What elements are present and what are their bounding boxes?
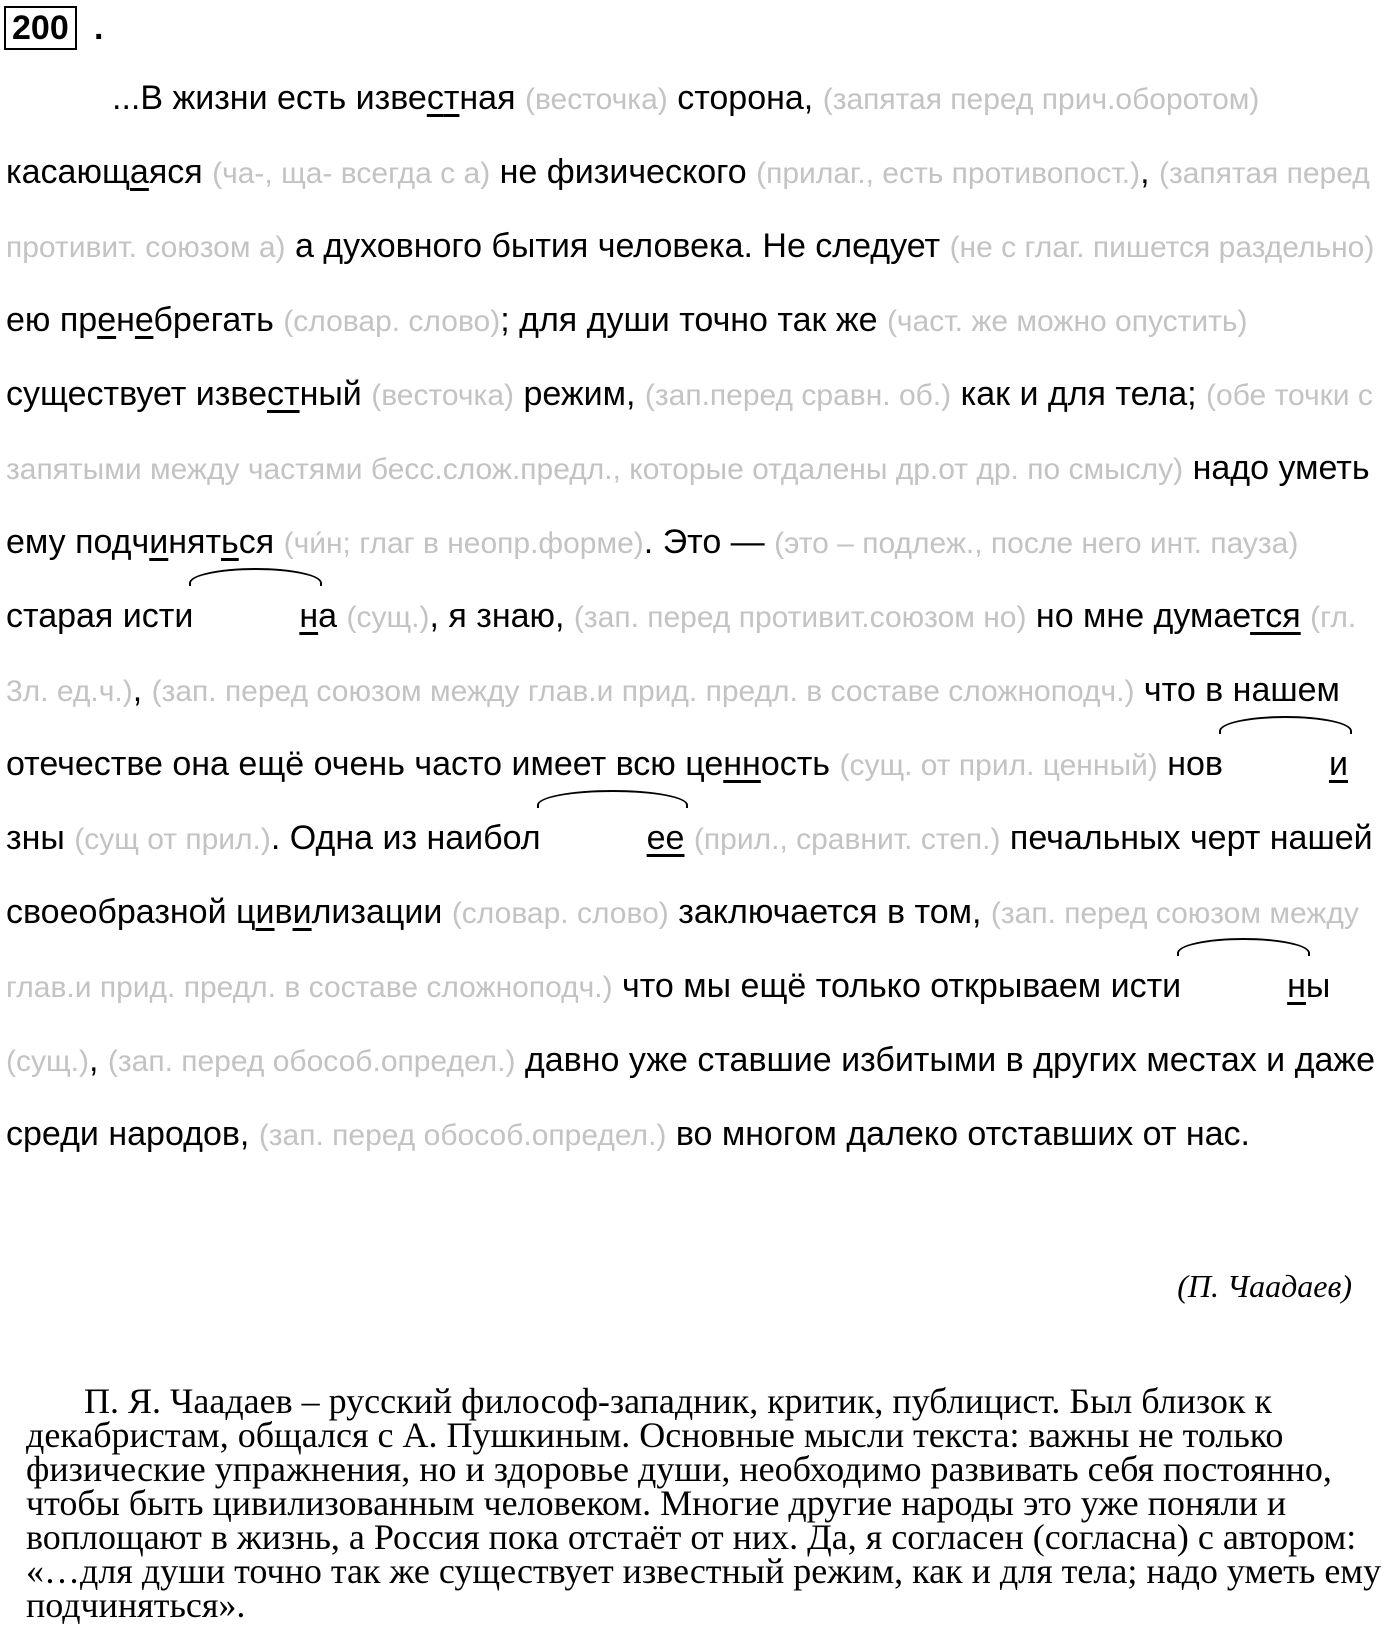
text-run xyxy=(1301,597,1310,635)
grammar-comment: (словар. слово) xyxy=(283,305,501,338)
text-run: нят xyxy=(168,523,222,561)
grammar-comment: (прил., сравнит. степ.) xyxy=(693,823,1001,856)
answer-paragraph: П. Я. Чаадаев – русский философ-западник, критик, публицист. Был близок к декабристам, общался с А. Пушкиным. Основные мысли текста: важны не только физические упражнения, но и здоровье души, необходимо развивать себя постоянно, чтобы быть цивилизованным человеком. Многие другие народы это уже поняли и воплощают в жизнь, а Россия пока отстаёт от них. Да, я согласен (согласна) с автором: «…для души точно так же существует известный режим, как и для тела; надо уметь ему подчиняться». xyxy=(26,1381,1382,1625)
text-run: лизации xyxy=(311,893,452,931)
text-run xyxy=(684,819,693,857)
text-run: во многом далеко отставших от нас. xyxy=(666,1115,1250,1153)
grammar-comment: (не с глаг. пишется раздельно) xyxy=(949,231,1375,264)
text-run: брегать xyxy=(153,301,284,339)
grammar-comment: (словар. слово) xyxy=(451,897,669,930)
grammar-comment: (весточка) xyxy=(524,83,668,116)
text-run: что мы ещё только открываем исти xyxy=(612,967,1182,1005)
grammar-comment: (обе точки с запятыми между частями бесс.слож.предл., которые отдалены др.от др. по смыслу) xyxy=(6,379,1373,486)
exercise-text xyxy=(6,62,1398,1172)
underlined-letter: е xyxy=(134,301,154,339)
underlined-letter: и xyxy=(255,893,275,931)
grammar-comment: (запятая перед прич.оборотом) xyxy=(822,83,1260,116)
underlined-letter: нн xyxy=(723,745,761,783)
text-run: н xyxy=(116,301,135,339)
text-run: , xyxy=(89,1041,108,1079)
underlined-letter: а xyxy=(129,153,149,191)
text-run: а xyxy=(318,597,347,635)
text-run: существует изве xyxy=(6,375,267,413)
text-run: . Это — xyxy=(643,523,775,561)
underlined-letter: и xyxy=(1223,728,1348,800)
underlined-letter: и xyxy=(149,523,169,561)
text-run: яся xyxy=(148,153,213,191)
exercise-paragraph xyxy=(6,62,1398,1172)
text-run: ; для души точно так же xyxy=(500,301,887,339)
text-run: , я знаю, xyxy=(429,597,574,635)
text-run: ная xyxy=(459,79,525,117)
text-run: . Одна из наибол xyxy=(270,819,541,857)
text-run: , xyxy=(132,671,152,709)
grammar-comment: (чи́н; глаг в неопр.форме) xyxy=(283,527,644,560)
text-run: заключается в том, xyxy=(668,893,991,931)
text-run: как и для тела; xyxy=(951,375,1207,413)
text-run: не физического xyxy=(490,153,757,191)
exercise-number-dot: . xyxy=(94,9,104,47)
text-run: что в нашем отечестве она ещё очень часто имеет всю це xyxy=(6,671,1340,783)
grammar-comment: (сущ. от прил. ценный) xyxy=(839,749,1158,782)
exercise-number xyxy=(4,6,77,50)
text-run: давно уже ставшие избитыми в других местах и даже среди народов, xyxy=(6,1041,1376,1153)
grammar-comment: (это – подлеж., после него инт. пауза) xyxy=(774,527,1299,560)
grammar-comment: (част. же можно опустить) xyxy=(886,305,1248,338)
text-run: зны xyxy=(6,819,75,857)
grammar-comment: (зап. перед обособ.определ.) xyxy=(107,1045,516,1078)
grammar-comment: (зап. перед союзом между глав.и прид. предл. в составе сложноподч.) xyxy=(151,675,1135,708)
underlined-letter: тся xyxy=(1250,597,1301,635)
grammar-comment: (зап. перед обособ.определ.) xyxy=(258,1119,667,1152)
text-run: ся xyxy=(238,523,284,561)
text-run: печальных черт нашей своеобразной ц xyxy=(6,819,1373,931)
text-run: ею пр xyxy=(6,301,98,339)
grammar-comment: (сущ от прил.) xyxy=(74,823,271,856)
answer-section xyxy=(26,1381,1386,1625)
underlined-letter: ее xyxy=(541,802,685,874)
text-run: нов xyxy=(1157,745,1223,783)
grammar-comment: (зап.перед сравн. об.) xyxy=(644,379,952,412)
text-run: а духовного бытия человека. Не следует xyxy=(285,227,950,265)
text-run: касающ xyxy=(6,153,130,191)
text-run: старая исти xyxy=(6,597,194,635)
underlined-letter: т xyxy=(283,375,300,413)
grammar-comment: (сущ.) xyxy=(6,1045,89,1078)
grammar-comment: (зап. перед противит.союзом но) xyxy=(573,601,1027,634)
grammar-comment: (запятая перед противит. союзом а) xyxy=(6,157,1370,264)
text-run: надо уметь ему подч xyxy=(6,449,1370,561)
text-run: сторона, xyxy=(667,79,823,117)
text-run: ...В жизни есть изве xyxy=(112,79,427,117)
underlined-letter: е xyxy=(97,301,117,339)
text-run: ость xyxy=(760,745,840,783)
text-run: но мне думае xyxy=(1026,597,1251,635)
text-run: в xyxy=(274,893,293,931)
exercise-number-text: 200 xyxy=(12,9,69,47)
underlined-letter: н xyxy=(193,580,318,652)
grammar-comment: (ча-, ща- всегда с а) xyxy=(212,157,491,190)
underlined-letter: ь xyxy=(221,523,239,561)
text-run: режим, xyxy=(514,375,645,413)
underlined-letter: н xyxy=(1181,950,1306,1022)
author-attribution: (П. Чаадаев) xyxy=(1177,1268,1352,1304)
grammar-comment: (зап. перед союзом между глав.и прид. предл. в составе сложноподч.) xyxy=(6,897,1359,1004)
grammar-comment: (прилаг., есть противопост.) xyxy=(756,157,1141,190)
underlined-letter: с xyxy=(426,79,444,117)
grammar-comment: (гл. 3л. ед.ч.) xyxy=(6,601,1357,708)
underlined-letter: с xyxy=(266,375,284,413)
grammar-comment: (сущ.) xyxy=(346,601,430,634)
text-run: , xyxy=(1140,153,1159,191)
underlined-letter: т xyxy=(443,79,460,117)
underlined-letter: и xyxy=(292,893,312,931)
grammar-comment: (весточка) xyxy=(371,379,515,412)
text-run: ы xyxy=(1305,967,1331,1005)
text-run: ный xyxy=(299,375,372,413)
